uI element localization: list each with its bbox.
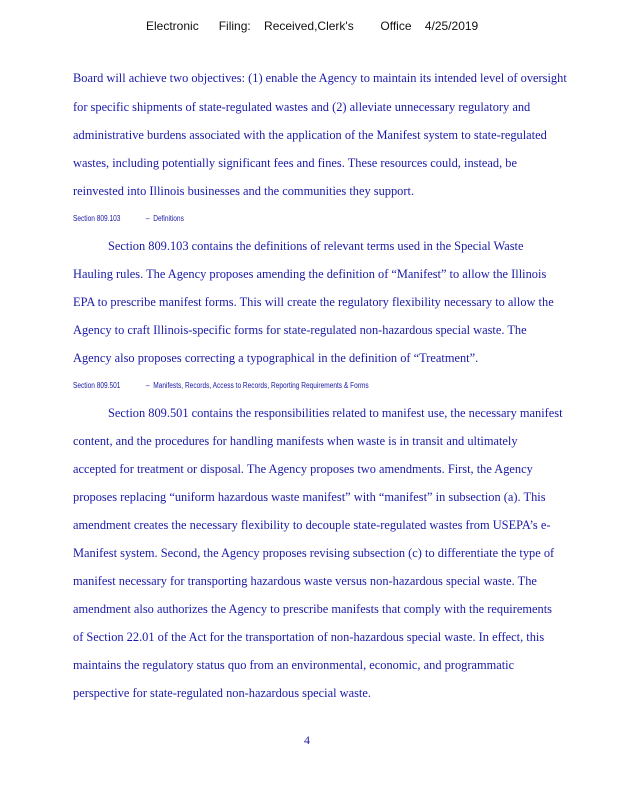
paragraph-line: perspective for state-regulated non-hazardous special waste. <box>73 686 371 700</box>
paragraph-line: EPA to prescribe manifest forms. This will create the regulatory flexibility necessary to allow the <box>73 295 554 309</box>
paragraph-line: amendment also authorizes the Agency to prescribe manifests that comply with the requirements <box>73 602 552 616</box>
paragraph-line: Hauling rules. The Agency proposes amending the definition of “Manifest” to allow the Illinois <box>73 267 547 281</box>
paragraph-line: Agency also proposes correcting a typographical in the definition of “Treatment”. <box>73 351 479 365</box>
paragraph-line: Board will achieve two objectives: (1) enable the Agency to maintain its intended level of oversight <box>73 71 567 85</box>
paragraph-line: for specific shipments of state-regulated wastes and (2) alleviate unnecessary regulatory and <box>73 100 531 114</box>
paragraph-line: maintains the regulatory status quo from an environmental, economic, and programmatic <box>73 658 515 672</box>
paragraph-line: Section 809.103 contains the definitions of relevant terms used in the Special Waste <box>108 239 524 253</box>
paragraph-line: manifest necessary for transporting hazardous waste versus non-hazardous special waste. The <box>73 574 537 588</box>
paragraph-line: content, and the procedures for handling manifests when waste is in transit and ultimately <box>73 434 518 448</box>
section-heading-809-103: Section 809.103 – Definitions <box>73 214 184 223</box>
page-number: 4 <box>304 733 310 747</box>
paragraph-line: Agency to craft Illinois-specific forms for state-regulated non-hazardous special waste. The <box>73 323 527 337</box>
paragraph-line: administrative burdens associated with the application of the Manifest system to state-regulated <box>73 128 547 142</box>
filing-header: Electronic Filing: Received,Clerk's Office 4/25/2019 <box>146 19 479 33</box>
paragraph-line: wastes, including potentially significant fees and fines. These resources could, instead, be <box>73 156 517 170</box>
paragraph-line: of Section 22.01 of the Act for the transportation of non-hazardous special waste. In effect, this <box>73 630 545 644</box>
paragraph-line: amendment creates the necessary flexibility to decouple state-regulated wastes from USEPA’s e- <box>73 518 551 532</box>
paragraph-line: proposes replacing “uniform hazardous waste manifest” with “manifest” in subsection (a). This <box>73 490 546 504</box>
paragraph-line: Manifest system. Second, the Agency proposes revising subsection (c) to differentiate the type of <box>73 546 555 560</box>
paragraph-line: reinvested into Illinois businesses and the communities they support. <box>73 184 415 198</box>
section-heading-809-501: Section 809.501 – Manifests, Records, Access to Records, Reporting Requirements & Forms <box>73 381 369 390</box>
paragraph-line: accepted for treatment or disposal. The Agency proposes two amendments. First, the Agency <box>73 462 533 476</box>
paragraph-line: Section 809.501 contains the responsibilities related to manifest use, the necessary manifest <box>108 406 563 420</box>
